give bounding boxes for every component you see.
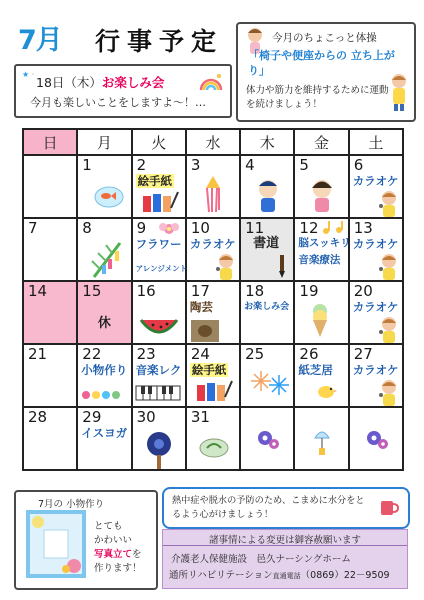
craft-description: とても かわいい 写真立てを 作ります！ xyxy=(94,521,142,574)
phone-number: （0869）22－9509 xyxy=(300,570,390,581)
calendar-day-cell xyxy=(294,218,351,281)
event-label: カラオケ xyxy=(189,237,236,251)
goldfish-icon xyxy=(92,180,126,214)
day-number: 11 xyxy=(245,219,265,237)
calendar-day-cell xyxy=(77,344,131,407)
holiday-label: 休 xyxy=(97,316,111,331)
day-number: 4 xyxy=(245,156,255,174)
keyboard-icon xyxy=(135,385,181,405)
exercise-name: 「椅子や便座からの 立ち上がり」 xyxy=(248,49,395,77)
photo-frame-icon xyxy=(30,514,82,574)
calendar-day-cell xyxy=(23,344,77,407)
calendar-day-cell xyxy=(132,344,186,407)
weekday-header: 土 xyxy=(349,129,403,155)
calendar-day-cell xyxy=(132,407,186,470)
mosquito-icon xyxy=(197,436,231,464)
calendar-day-cell xyxy=(132,218,186,281)
photo-frame-image xyxy=(26,510,86,578)
event-label: カラオケ xyxy=(352,363,399,377)
day-number: 17 xyxy=(190,282,210,300)
calendar-day-cell xyxy=(240,407,294,470)
day-number: 25 xyxy=(245,345,265,363)
event-box xyxy=(14,64,232,118)
weekday-header: 日 xyxy=(23,129,77,155)
calendar-day-cell xyxy=(77,281,131,344)
lantern-icon xyxy=(203,174,223,218)
day-number: 1 xyxy=(82,156,92,174)
calendar-week-row xyxy=(23,218,403,281)
event-label: カラオケ xyxy=(352,300,399,314)
calendar-day-cell xyxy=(186,407,240,470)
weekday-header: 火 xyxy=(132,129,186,155)
calendar-day-cell xyxy=(23,218,77,281)
calendar-day-cell xyxy=(132,155,186,218)
craft-highlight: 写真立て xyxy=(94,549,133,560)
event-message: 今月も楽しいことをしますよ～！… xyxy=(30,96,206,109)
event-label: カラオケ xyxy=(352,237,399,251)
calendar-day-cell xyxy=(294,344,348,407)
morningglory-icon xyxy=(255,428,281,456)
icecream-icon xyxy=(309,302,331,342)
hikoboshi-icon xyxy=(253,176,283,218)
day-number: 31 xyxy=(190,408,210,426)
day-number: 16 xyxy=(136,282,156,300)
beads-icon xyxy=(80,387,126,406)
weekday-header: 木 xyxy=(240,129,294,155)
calendar-day-cell xyxy=(240,344,294,407)
day-number: 28 xyxy=(28,408,48,426)
day-number: 6 xyxy=(353,156,364,174)
calendar-day-cell xyxy=(186,281,240,344)
singer-icon xyxy=(378,188,400,222)
bamboo-icon xyxy=(88,239,128,283)
day-number: 5 xyxy=(299,156,309,174)
day-number: 24 xyxy=(190,345,210,363)
day-number: 14 xyxy=(28,282,48,300)
weekday-row xyxy=(23,129,403,155)
weekday-header: 金 xyxy=(294,129,348,155)
calendar-day-cell xyxy=(349,155,403,218)
event-label: 脳スッキリ xyxy=(298,237,351,249)
calendar-day-cell xyxy=(77,155,131,218)
calendar-day-cell xyxy=(240,155,294,218)
craft-box xyxy=(14,490,158,590)
event-label: 音楽レク xyxy=(135,363,182,377)
facility-notice xyxy=(162,529,408,589)
calendar-day-cell xyxy=(294,155,348,218)
calendar-week-row xyxy=(23,407,403,470)
weekday-header: 月 xyxy=(77,129,131,155)
day-number: 3 xyxy=(190,156,201,174)
event-name: お楽しみ会 xyxy=(101,75,165,90)
event-label: フラワー xyxy=(135,237,182,251)
month-heading: 7月 xyxy=(18,25,62,56)
rainbow-icon xyxy=(198,70,224,96)
windchime-icon xyxy=(311,426,333,460)
day-number: 18 xyxy=(245,282,265,300)
calendar-day-cell xyxy=(294,281,348,344)
notes-icon xyxy=(321,219,347,238)
facility-contact: 通所リハビリテーション直通電話（0869）22－9509 xyxy=(169,570,390,581)
calendar-day-cell xyxy=(132,281,186,344)
day-number: 29 xyxy=(82,408,102,426)
phone-label: 直通電話 xyxy=(272,572,301,580)
pottery-icon xyxy=(191,320,219,346)
heatstroke-notice xyxy=(162,487,410,529)
calendar-day-cell xyxy=(23,407,77,470)
paints-icon xyxy=(195,377,233,407)
craft-title: 7月の 小物作り xyxy=(38,499,105,510)
day-number: 9 xyxy=(136,219,147,237)
calendar-week-row xyxy=(23,344,403,407)
notice-divider xyxy=(163,545,407,546)
calendar-day-cell xyxy=(186,218,240,281)
singer-icon xyxy=(215,251,237,285)
calendar-week-row xyxy=(23,281,403,344)
day-number: 7 xyxy=(28,219,38,237)
fireworks-icon xyxy=(249,367,289,401)
calendar-week-row xyxy=(23,155,403,218)
day-number: 2 xyxy=(136,156,147,174)
calendar-day-cell xyxy=(77,407,131,470)
paints-icon xyxy=(141,188,179,218)
calendar-day-cell xyxy=(349,344,403,407)
event-label: 絵手紙 xyxy=(137,174,173,188)
cup-icon xyxy=(378,496,400,518)
day-number: 20 xyxy=(353,282,373,300)
event-label: カラオケ xyxy=(352,174,399,188)
exercise-description: 体力や筋力を維持するために運動を続けましょう！ xyxy=(246,85,389,110)
event-label: 紙芝居 xyxy=(298,363,333,377)
brush-icon xyxy=(275,253,289,283)
facility-name: 介護老人保健施設 邑久ナーシングホーム xyxy=(171,554,351,565)
day-number: 10 xyxy=(190,219,210,237)
morningglory-icon xyxy=(364,428,390,456)
day-number: 12 xyxy=(299,219,319,237)
singer-icon xyxy=(378,251,400,285)
calendar-day-cell xyxy=(186,344,240,407)
day-number: 30 xyxy=(136,408,156,426)
day-number: 23 xyxy=(136,345,156,363)
day-number: 15 xyxy=(82,282,102,300)
calendar-day-cell xyxy=(77,218,131,281)
exercise-title: 今月のちょこっと体操 xyxy=(272,32,377,44)
event-label: 小物作り xyxy=(81,363,128,377)
orihime-icon xyxy=(307,176,337,218)
day-number: 21 xyxy=(28,345,48,363)
event-label-second-line: 音楽療法 xyxy=(298,254,341,266)
event-label: イスヨガ xyxy=(81,426,128,440)
singer-icon xyxy=(378,314,400,348)
weekday-header: 水 xyxy=(186,129,240,155)
calendar-day-cell xyxy=(349,218,403,281)
calendar-day-cell xyxy=(240,218,294,281)
day-number: 26 xyxy=(299,345,319,363)
calendar-day-cell xyxy=(23,281,77,344)
day-number: 27 xyxy=(353,345,373,363)
calendar-day-cell xyxy=(23,155,77,218)
event-label: 陶芸 xyxy=(189,300,213,314)
day-number: 8 xyxy=(82,219,92,237)
watermelon-icon xyxy=(139,314,179,342)
bird-icon xyxy=(315,383,337,403)
event-date: 18日（木） xyxy=(36,75,102,90)
exercise-box xyxy=(236,22,416,122)
calendar-table xyxy=(22,128,404,471)
singer-icon xyxy=(378,377,400,411)
instructor-right-icon xyxy=(388,72,410,112)
calendar-day-cell xyxy=(349,281,403,344)
calendar-day-cell xyxy=(186,155,240,218)
calendar-day-cell xyxy=(294,407,348,470)
flower-icon xyxy=(157,219,181,245)
calendar-day-cell xyxy=(240,281,294,344)
star-icon: ★ · xyxy=(22,70,35,79)
fan-icon xyxy=(145,430,173,474)
page-title: 行事予定 xyxy=(95,27,224,56)
day-number: 13 xyxy=(353,219,373,237)
calendar-day-cell xyxy=(349,407,403,470)
day-number: 19 xyxy=(299,282,319,300)
event-label: お楽しみ会 xyxy=(244,302,290,312)
heatstroke-text: 熱中症や脱水の予防のため、こまめに水分をとるよう心がけましょう！ xyxy=(172,495,365,520)
event-sublabel: アレンジメント xyxy=(135,264,188,273)
event-label: 書道 xyxy=(253,236,280,251)
day-number: 22 xyxy=(82,345,102,363)
notice-heading: 諸事情による変更は御容赦願います xyxy=(208,535,361,546)
event-label: 絵手紙 xyxy=(191,363,227,377)
